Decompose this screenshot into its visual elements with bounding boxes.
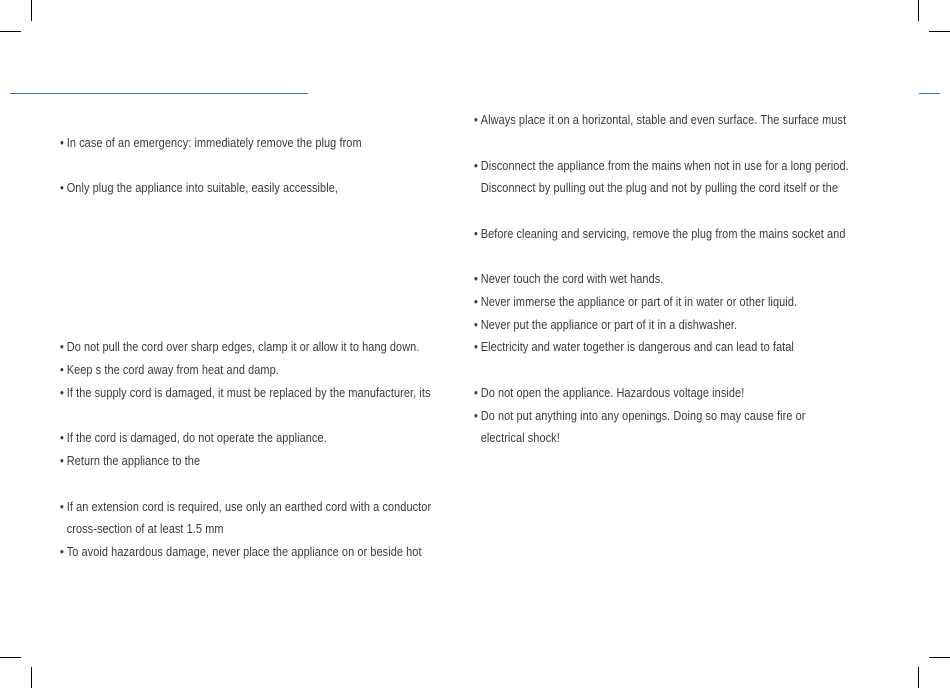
- bullet-dot: •: [60, 544, 64, 559]
- list-item-text: If an extension cord is required, use only an earthed cord with a conductor: [66, 499, 432, 514]
- bullet-dot: •: [60, 135, 64, 150]
- crop-mark-top-right-v: [918, 0, 919, 21]
- crop-mark-top-right-h: [929, 31, 950, 32]
- list-item-text: Keep s the cord away from heat and damp.: [66, 362, 279, 377]
- list-item: [60, 541, 422, 563]
- bullet-dot: •: [474, 317, 478, 332]
- list-item-continuation: electrical shock!: [480, 430, 560, 445]
- list-item: [60, 359, 279, 381]
- list-item-text: Do not pull the cord over sharp edges, clamp it or allow it to hang down.: [66, 339, 420, 354]
- list-item: [474, 405, 805, 449]
- bullet-dot: •: [60, 362, 64, 377]
- list-item-continuation: cross-section of at least 1.5 mm: [66, 521, 224, 536]
- list-item-text: Never put the appliance or part of it in a dishwasher.: [480, 317, 738, 332]
- list-item-text: Never touch the cord with wet hands.: [480, 271, 664, 286]
- list-item: [474, 155, 849, 199]
- list-item-text: Do not open the appliance. Hazardous voltage inside!: [480, 385, 745, 400]
- list-item-text: Disconnect the appliance from the mains when not in use for a long period.: [480, 158, 849, 173]
- bullet-dot: •: [474, 112, 478, 127]
- list-item: [60, 382, 431, 404]
- bullet-dot: •: [60, 385, 64, 400]
- crop-mark-bottom-left-h: [0, 657, 21, 658]
- crop-mark-top-left-v: [31, 0, 32, 21]
- list-item-text: If the cord is damaged, do not operate the appliance.: [66, 430, 327, 445]
- list-item-text: Do not put anything into any openings. Doing so may cause fire or: [480, 408, 806, 423]
- crop-mark-bottom-left-v: [31, 667, 32, 688]
- crop-mark-bottom-right-v: [918, 667, 919, 688]
- bullet-dot: •: [474, 385, 478, 400]
- bullet-dot: •: [60, 339, 64, 354]
- list-item-text: Always place it on a horizontal, stable and even surface. The surface must: [480, 112, 847, 127]
- bullet-dot: •: [474, 158, 478, 173]
- list-item-continuation: Disconnect by pulling out the plug and not by pulling the cord itself or the: [480, 180, 838, 195]
- bullet-dot: •: [474, 294, 478, 309]
- bullet-dot: •: [60, 499, 64, 514]
- bullet-dot: •: [474, 226, 478, 241]
- bullet-dot: •: [60, 430, 64, 445]
- crop-mark-bottom-right-h: [929, 657, 950, 658]
- list-item: [474, 109, 846, 131]
- list-item-text: To avoid hazardous damage, never place the appliance on or beside hot: [66, 544, 422, 559]
- list-item-text: In case of an emergency: immediately remove the plug from: [66, 135, 362, 150]
- list-item: [60, 132, 362, 154]
- list-item: [60, 177, 338, 199]
- bullet-dot: •: [60, 453, 64, 468]
- bullet-dot: •: [474, 339, 478, 354]
- list-item: [474, 314, 737, 336]
- header-rule-right: [919, 93, 940, 94]
- crop-mark-top-left-h: [0, 31, 21, 32]
- bullet-dot: •: [60, 180, 64, 195]
- list-item: [474, 336, 794, 358]
- list-item-text: Only plug the appliance into suitable, easily accessible,: [66, 180, 339, 195]
- list-item: [60, 450, 200, 472]
- bullet-dot: •: [474, 271, 478, 286]
- list-item: [474, 382, 744, 404]
- list-item: [474, 223, 846, 245]
- list-item-text: Never immerse the appliance or part of it in water or other liquid.: [480, 294, 798, 309]
- list-item-text: Return the appliance to the: [66, 453, 201, 468]
- header-rule-left: [10, 93, 308, 94]
- bullet-dot: •: [474, 408, 478, 423]
- list-item: [60, 427, 327, 449]
- list-item: [474, 291, 797, 313]
- list-item-text: Electricity and water together is dangerous and can lead to fatal: [480, 339, 794, 354]
- list-item-text: If the supply cord is damaged, it must be replaced by the manufacturer, its: [66, 385, 431, 400]
- list-item-text: Before cleaning and servicing, remove the plug from the mains socket and: [480, 226, 846, 241]
- list-item: [60, 336, 419, 358]
- list-item: [60, 496, 431, 540]
- list-item: [474, 268, 663, 290]
